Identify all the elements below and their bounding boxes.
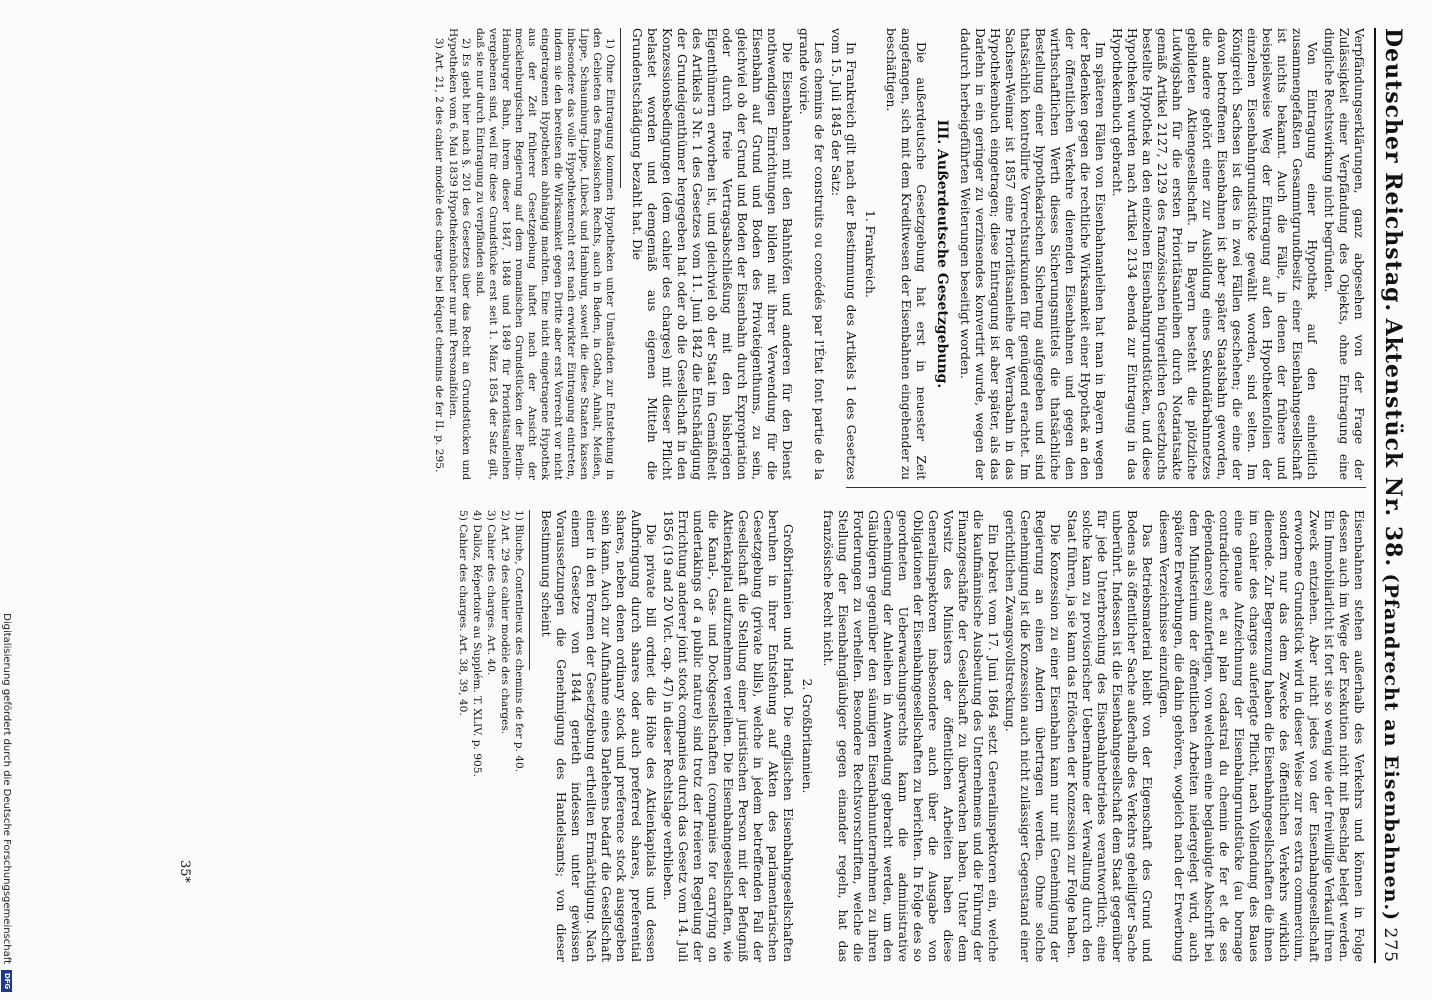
paragraph: Eisenbahnen stehen außerhalb des Verkehrs und können in Folge dessen auch im Wege der Exekution nicht mit Beschlag belegt werden. Ein Immobiliarlicht ist fort sie so wenig wie der freiwillige Verkauf ihren Zweck entziehen. Aber nicht jedes von der Eisenbahngesellschaft erworbene Grundstück wird in dieser Weise zur res extra commercium, sondern nur das dem Zwecke des öffentlichen Verkehrs wirklich dienende. Zur Begrenzung haben die Eisenbahngesellschaften die ihnen im cahier des charges auferlegte Pflicht, nach Vollendung des Baues eine genaue Aufzeichnung der Eisenbahngrundstücke (au bornage contradictoire et au plan cadastral du chemin de fer et de ses dépendances) anzufertigen, von welchem eine beglaubigte Abschrift bei dem Ministerium der öffentlichen Arbeiten niedergelegt wird, auch spätere Erwerbungen, die dahin gehören, wogleich nach der Erwerbung diesem Verzeichnisse einzufügen. — [1157, 510, 1366, 962]
section-heading: III. Außerdeutsche Gesetzgebung. — [934, 119, 950, 389]
header-left-title: Deutscher Reichstag. — [1380, 28, 1406, 313]
footnote: 1) Bluche, Contentieux des chemins de fer p. 40. — [513, 510, 525, 773]
paragraph: In Frankreich gilt nach der Bestimmung des Artikels 1 des Gesetzes vom 15. Juli 1845 der Satz: — [829, 28, 858, 480]
paragraph: Die außerdeutsche Gesetzgebung hat erst in neuester Zeit angefangen, sich mit dem Kreditwesen der Eisenbahnen eingehender zu beschäftigen. — [884, 28, 928, 480]
footer-credit: Digitalisierung gefördert durch die Deutsche Forschungsgemeinschaft — [1, 613, 13, 964]
left-column — [136, 28, 1366, 480]
footnotes — [456, 510, 525, 962]
subsection-heading: 2. Großbritannien. — [800, 678, 814, 794]
footnote: 3) Cahier des charges. Art. 40. — [485, 510, 497, 676]
paragraph: Verpfändungserklärungen, ganz abgesehen von der Frage der Zulässigkeit einer Verpfändung des Objekts, ohne Eintragung eine dingliche Rechtswirkung nicht begründen. — [1322, 28, 1366, 480]
paragraph: Die Konzession zu einer Eisenbahn kann nur mit Genehmigung der Regierung an einen Andern übertragen werden. Ohne solche Genehmigung ist die Konzession auch nicht zulässiger Gegenstand einer gerichtlichen Zwangsvollstreckung. — [1003, 510, 1062, 962]
footnote: 3) Art. 21, 2 des cahier modèle des charges bei Béquet chemins de fer II. p. 295. — [433, 38, 445, 473]
footnote: 5) Cahier des charges. Art. 38, 39, 40. — [457, 510, 469, 716]
paragraph: Von Eintragung einer Hypothek auf den einheitlich zusammengefaßten Gesammtgrundbesitz einer Eisenbahngesellschaft ist nichts bekannt. Auch die Fälle, in denen der frühere und beispielsweise Weg der Eintragung auf den Hypothekenfolien der einzelnen Eisenbahngrundstücke gewählt worden, sind selten. Im Königreich Sachsen ist dies in zwei Fällen geschehen; die eine der davon betroffenen Eisenbahnen ist aber später Staatsbahn geworden, die andere gehört einer zur Ausbildung eines Sekundärbahnnetzes gebildeten Aktiengesellschaft. In Bayern besteht die plötzliche Ludwigsbahn für die ersten Prioritätsanleihen durch Notariatsakte gemäß Artikel 2127, 2129 des französischen bürgerlichen Gesetzbuchs bestellte Hypothek an den einzelnen Eisenbahngrundstücken, und diese Hypotheken wurden nach Artikel 2134 ebenda zur Eintragung in das Hypothekenbuch gebracht. — [1110, 28, 1319, 480]
footnote: 2) Art. 29 des cahier modèle des charges. — [499, 510, 511, 735]
subsection-heading: 1. Frankreich. — [863, 210, 877, 298]
footnote: 4) Dalloz, Répertoire au Supplém. T. XLIV. p. 905. — [471, 510, 483, 777]
dfg-logo-icon: DFG — [2, 970, 13, 992]
paragraph: Ein Dekret vom 17. Juni 1864 setzt Generalinspektoren ein, welche die kaufmännische Ausbeutung des Unternehmens und die Führung der Finanzgeschäfte der Gesellschaft zu überwachen haben. Unter dem Vorsitz des Ministers der öffentlichen Arbeiten haben diese Generalinspektoren insbesondere auch über die Ausgabe von Obligationen der Eisenbahngesellschaften zu berichten. In Folge des so geordneten Ueberwachungsrechts kann die administrative Genehmigung der Anleihen in Anwendung gebracht werden, um den Gläubigern gegenüber den säumigen Eisenbahnunternehmen zu ihren Forderungen zu verhelfen. Besondere Rechtsvorschriften, welche die Stellung der Eisenbahngläubiger gegen einander regeln, hat das französische Recht nicht. — [821, 510, 1000, 962]
paragraph: Die Eisenbahnen mit den Bahnhöfen und anderen für den Dienst nothwendigen Einrichtungen bilden mit ihrer Verwendung für die Eisenbahn auf Grund und Boden des Privateigenthums, zu sein, gleichviel ob der Grund und Boden der Eisenbahn durch Expropriation oder durch freie Vertragsabschließung mit den bisherigen Eigenthümern erworben ist, und gleichviel ob der Staat im Gemäßheit des Artikels 3 Nr. 1 des Gesetzes vom 11. Juni 1842 die Entschädigung der Grundeigenthümer hergegeben hat oder ob die Gesellschaft in den Konzessionsbedingungen (dem cahier des charges) mit dieser Pflicht belastet worden und demgemäß aus eigenen Mitteln die Grundentschädigung bezahlt hat. Die — [630, 28, 794, 480]
header-center-title: Aktenstück Nr. 38. — [1380, 318, 1406, 568]
paragraph: Das Betriebsmaterial bleibt von der Eigenschaft des Grund und Bodens als öffentlicher Sache außerhalb des Verkehrs geheiligter Sache unberührt. Indessen ist die Eisenbahngesellschaft dem Staat gegenüber für jede Unterbrechung des Eisenbahnbetriebes verantwortlich; eine solche kann zu provisorischer Uebernahme der Verwaltung durch den Staat führen, ja sie kann das Erlöschen der Konzession zur Folge haben. — [1065, 510, 1154, 962]
column-divider — [846, 487, 1366, 488]
footnote: 2) Es giebt hier nach §. 201 des Gesetzes über das Recht an Grundstücken und Hypotheken vom 6. Mai 1839 Hypothekenbücher nur mit Personalfolien. — [447, 28, 472, 480]
paragraph: Großbritannien und Irland. Die englischen Eisenbahngesellschaften beruhen in ihrer Entstehung auf Akten des parlamentarischen Gesetzgebung (private bills), welche in jedem betreffenden Fall der Gesellschaft die Stellung einer juristischen Person mit der Befugniß Aktienkapital aufzunehmen verleihen. Die Eisenbahngesellschaften, wie die Kanal-, Gas- und Dockgesellschaften (companies for carrying on undertakings of a public nature) sind trotz der freieren Regelung der Errichtung anderer joint stock companies durch das Gesetz vom 14. Juli 1856 (19 and 20 Vict. cap. 47) in dieser Rechtslage verblieben. — [661, 510, 795, 962]
right-column — [136, 510, 1366, 962]
page-number: 275 — [1380, 927, 1400, 963]
printer-signature: 35* — [177, 860, 192, 884]
quotation: Les chemins de fer construits ou concédés par l'État font partie de la grande voirie. — [797, 28, 826, 480]
digitization-footer — [0, 0, 14, 1000]
footnote-divider — [620, 28, 621, 188]
footnote-divider — [529, 510, 530, 670]
paragraph: Die private bill ordnet die Höhe des Aktienkapitals und dessen Aufbringung durch shares oder auch preferred shares, preferential shares, neben denen ordinary stock und preference stock ausgegeben sein kann. Auch zur Aufnahme eines Darlehens bedarf die Gesellschaft einer in den Formen der Gesetzgebung ertheilten Ermächtigung. Nach einem Gesetze von 1844 gerieth indessen unter gewissen Voraussetzungen die Genehmigung des Handelsamts; von dieser Bestimmung scheint — [539, 510, 658, 962]
paragraph: Im späteren Fällen von Eisenbahnanleihen hat man in Bayern wegen der Bedenken gegen die rechtliche Wirksamkeit einer Hypothek an den der öffentlichen Verkehre dienenden Eisenbahnen und gegen den wirthschaftlichen Werth dieses Sicherungsmittels die thatsächliche Bestellung einer hypothekarischen Sicherung aufgegeben und sind thatsächlich kontrollirte Vorrechtsurkunden für genügend erachtet. Im Sachsen-Weimar ist 1857 eine Prioritätsanleihe der Werrabahn in das Hypothekenbuch eingetragen; diese Eintragung ist aber später, als das Darlehn in ein geringer zu verzinsendes konvertirt wurde, wegen der dadurch herbeigeführten Weiterungen beseitigt worden. — [958, 28, 1107, 480]
page-header — [1374, 28, 1412, 963]
footnotes — [432, 28, 616, 480]
footnote: 1) Ohne Eintragung kommen Hypotheken unter Umständen zur Entstehung in den Gebieten des französischen Rechts, auch in Baden, in Gotha, Anhalt, Meißen, Lippe, Schaumburg-Lippe, Lübeck und Hamburg, soweit die diese Staaten kassen inbesondere das volle Hypothekenrecht erst nach erwirkter Eintragung eintreten, indem sie den bereitsen die Wirksamkeit gegen Dritte aber erst Vorrecht vor nicht eingetragenen Hypotheken abhängig machten. Eine nicht eingetragene Hypothek aus der Zeit früherer Gesetzgebung haftet nach der Ansicht der mecklenburgischen Regierung auf dem romanischen Grundstücken der Berlin-Hamburger Bahn, ihrem dieser 1847, 1848 und 1849 für Prioritätsanleihen vergebenen sind, weil für diese Grundstücke erst seit 1. März 1854 der Satz gilt, daß sie nur durch Eintragung zu verpfänden sind. — [474, 28, 616, 480]
header-right-paren: (Pfandrecht an Eisenbahnen.) — [1380, 573, 1402, 922]
